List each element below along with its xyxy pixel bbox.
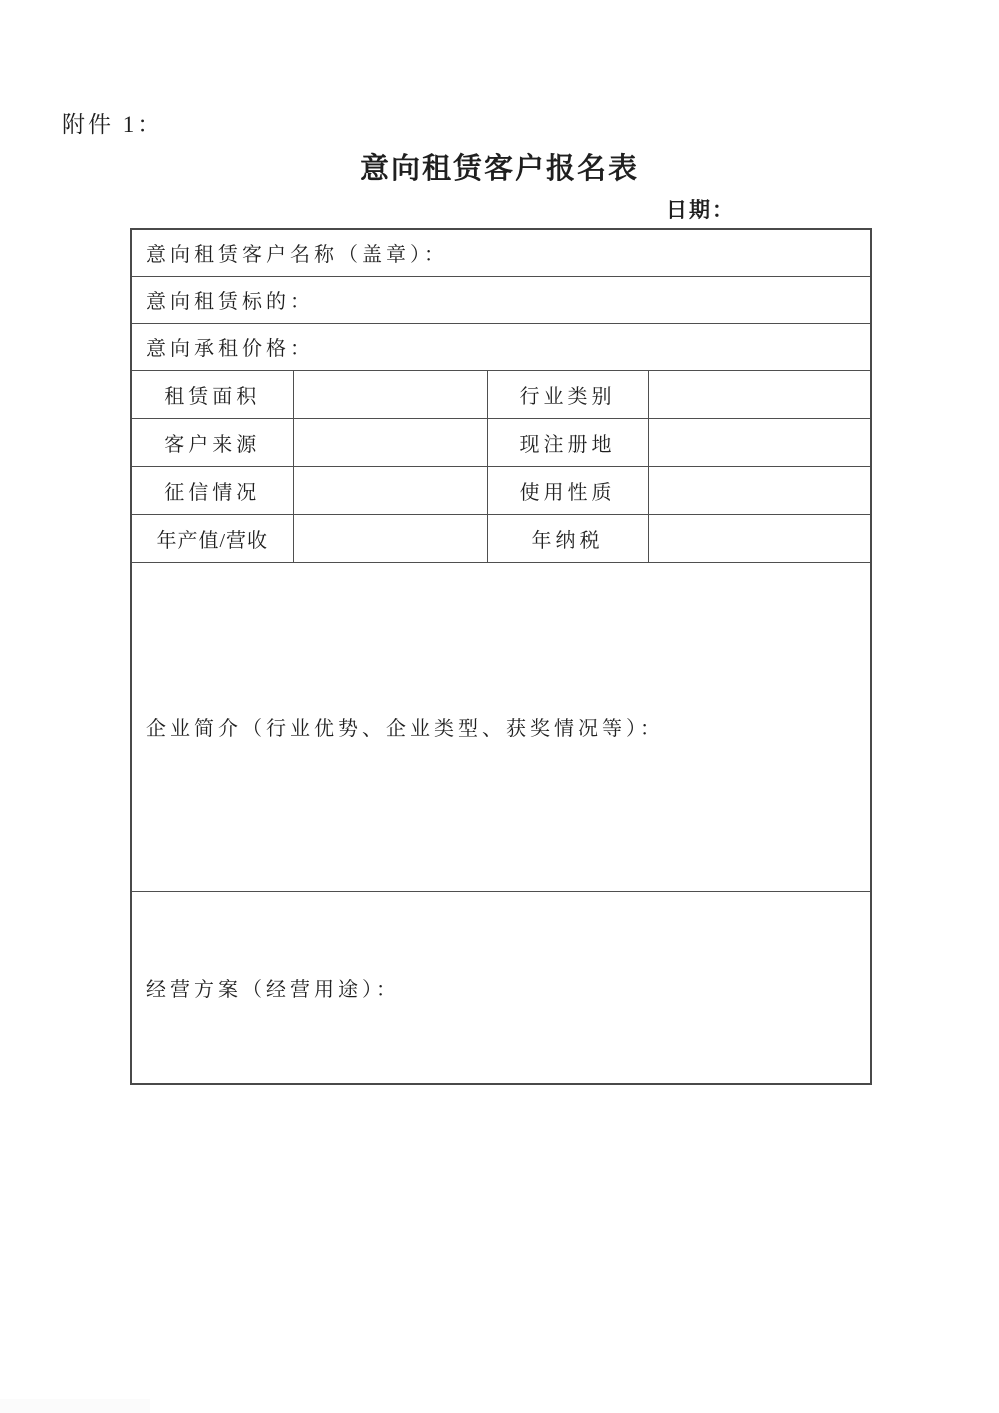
table-row — [131, 514, 871, 562]
date-label: 日期： — [666, 198, 735, 222]
attachment-label: 附件 1： — [62, 112, 164, 137]
table-row — [131, 466, 871, 514]
field-customer-source-label: 客户来源 — [131, 418, 293, 466]
field-annual-tax-label: 年纳税 — [487, 514, 648, 562]
registration-form-table — [130, 228, 872, 1085]
field-lease-area-label: 租赁面积 — [131, 370, 293, 418]
field-credit-status-value — [293, 466, 487, 514]
field-annual-output-value — [293, 514, 487, 562]
scan-artifact — [0, 1399, 150, 1413]
field-lease-price-label: 意向承租价格： — [131, 323, 871, 370]
field-customer-name-label: 意向租赁客户名称（盖章）： — [131, 229, 871, 276]
table-row — [131, 229, 871, 276]
field-registered-address-value — [648, 418, 871, 466]
table-row — [131, 891, 871, 1084]
section-business-plan: 经营方案（经营用途）： — [131, 891, 871, 1084]
field-usage-nature-label: 使用性质 — [487, 466, 648, 514]
field-registered-address-label: 现注册地 — [487, 418, 648, 466]
table-row — [131, 276, 871, 323]
table-row — [131, 370, 871, 418]
field-lease-subject-label: 意向租赁标的： — [131, 276, 871, 323]
field-lease-area-value — [293, 370, 487, 418]
field-customer-source-value — [293, 418, 487, 466]
field-annual-output-label: 年产值/营收 — [131, 514, 293, 562]
field-industry-category-value — [648, 370, 871, 418]
table-row — [131, 323, 871, 370]
field-usage-nature-value — [648, 466, 871, 514]
section-company-profile: 企业简介（行业优势、企业类型、获奖情况等）： — [131, 562, 871, 891]
page-title: 意向租赁客户报名表 — [359, 153, 639, 185]
field-industry-category-label: 行业类别 — [487, 370, 648, 418]
table-row — [131, 418, 871, 466]
field-credit-status-label: 征信情况 — [131, 466, 293, 514]
field-annual-tax-value — [648, 514, 871, 562]
table-row — [131, 562, 871, 891]
